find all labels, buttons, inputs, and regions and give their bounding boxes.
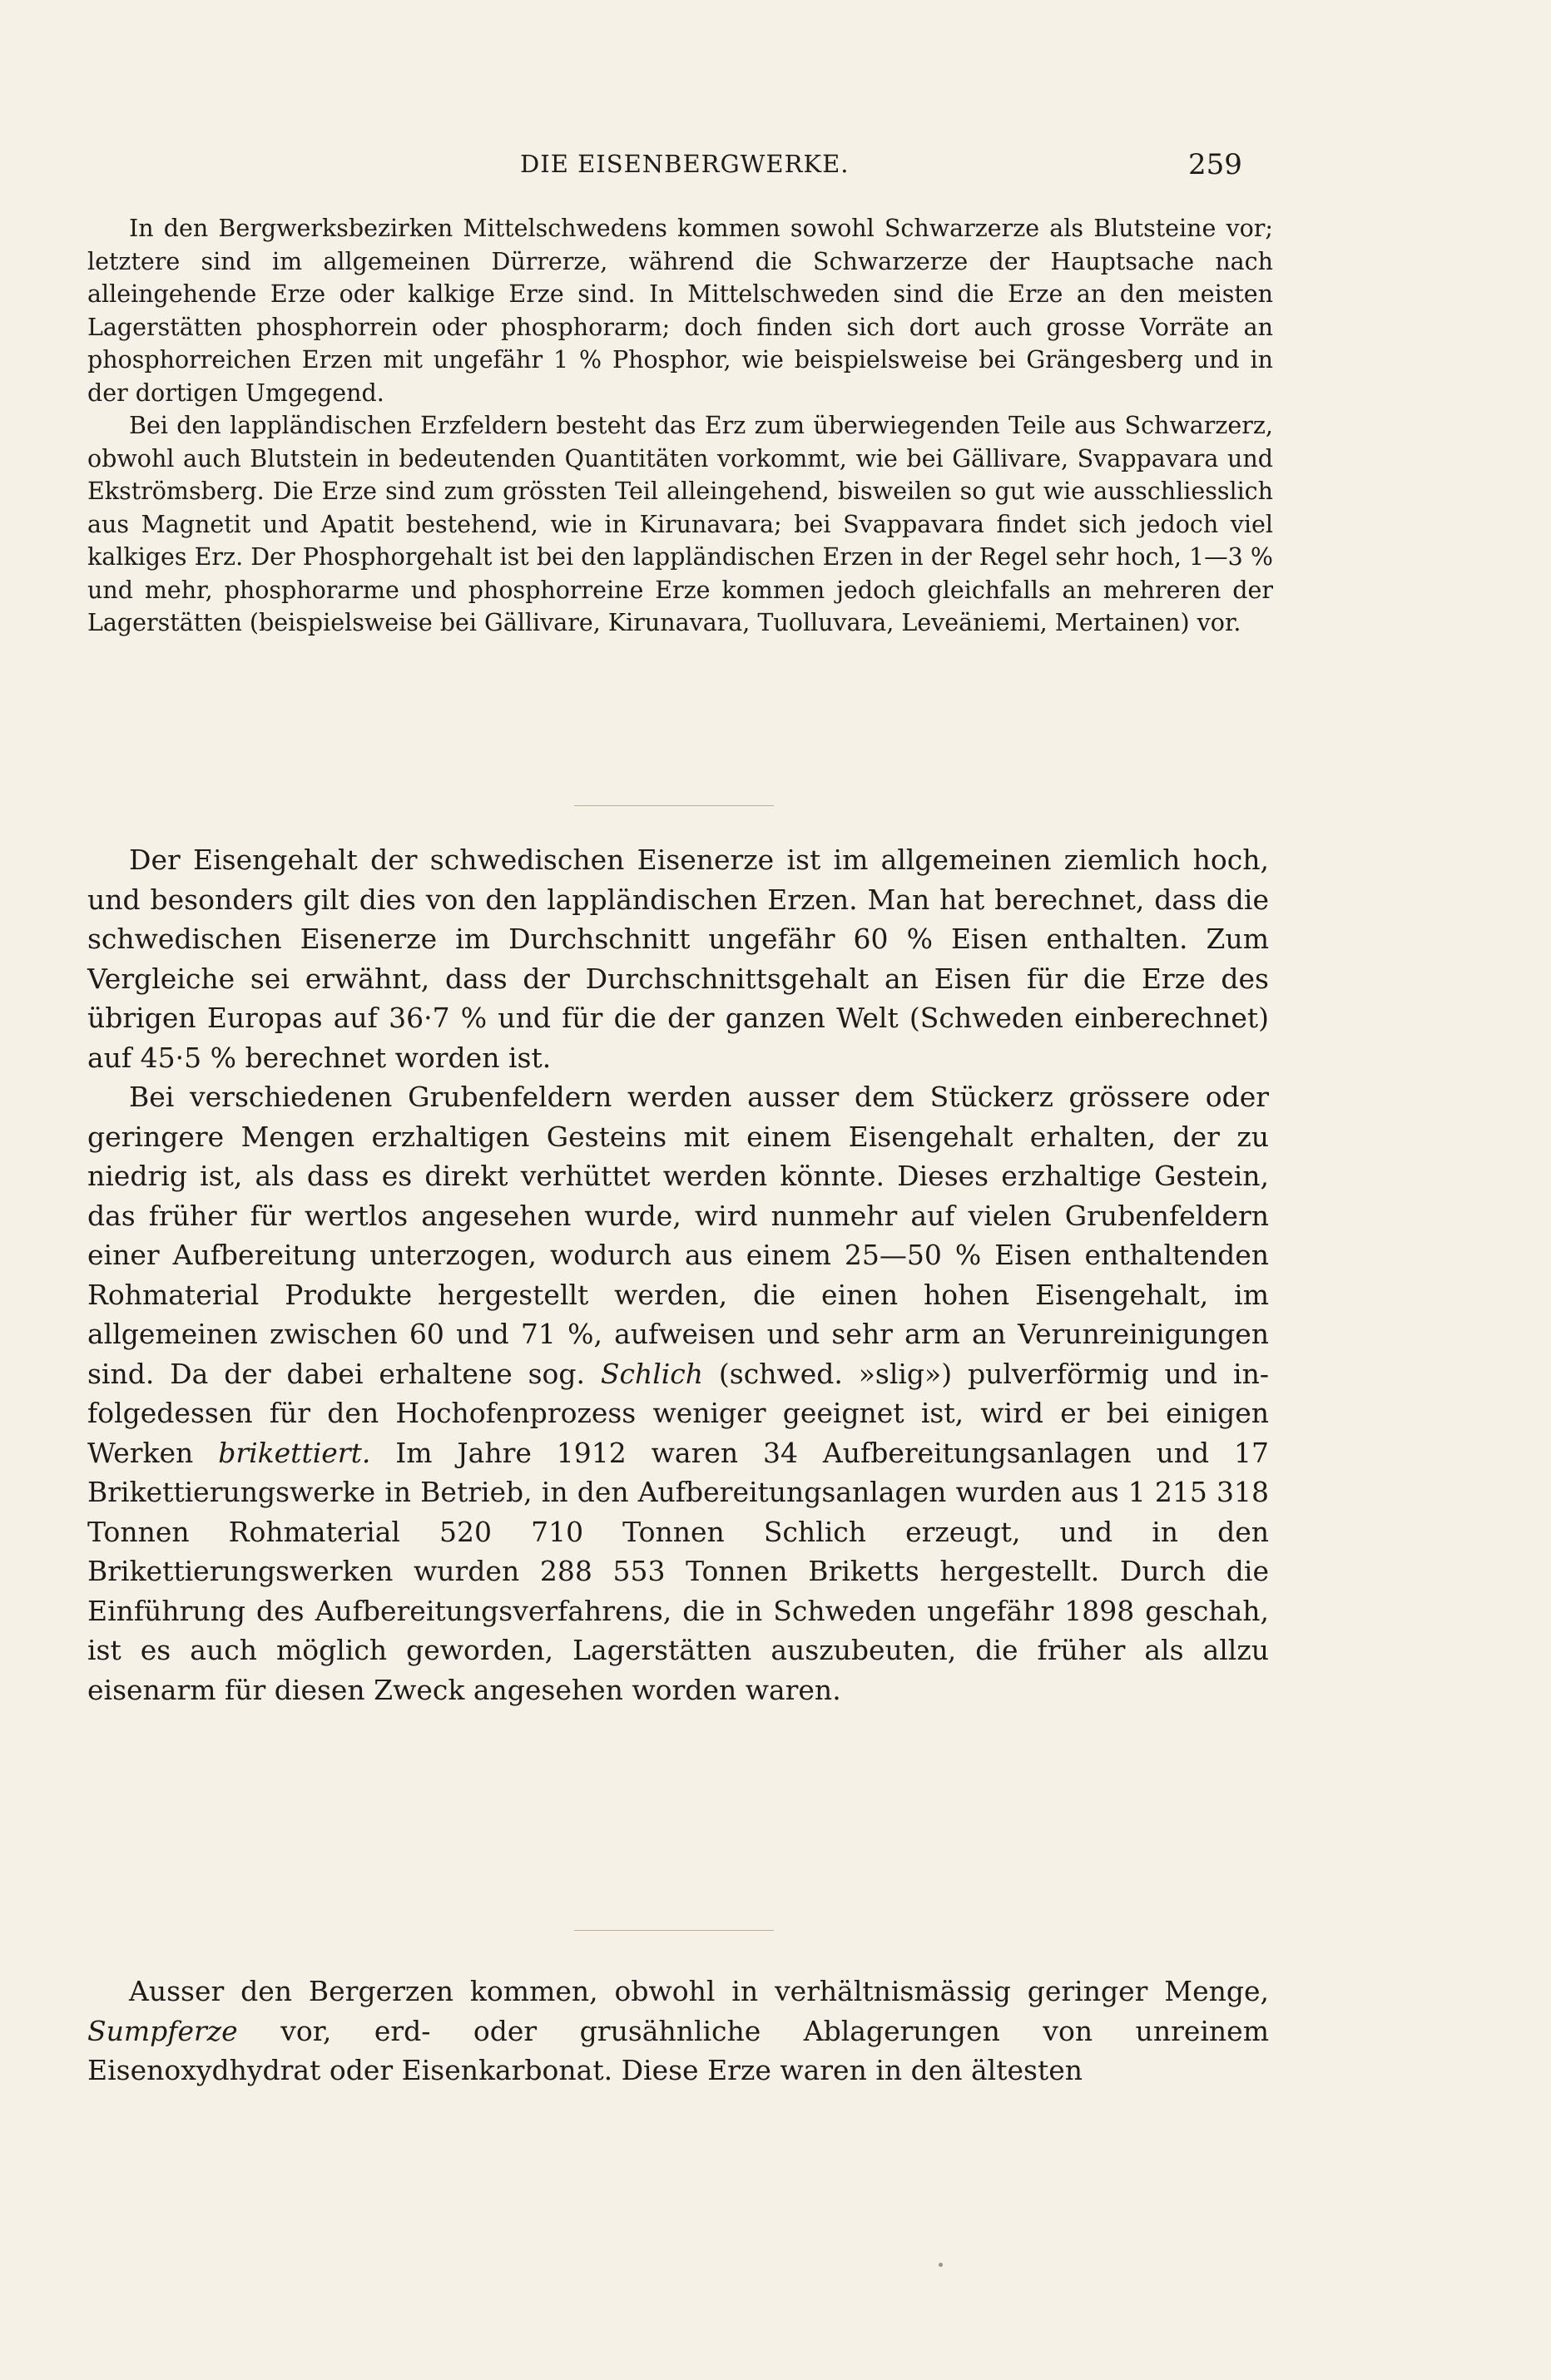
- sumpferze-section: [87, 1972, 1269, 2091]
- text-run: (schwed. »slig») pulverförmig und infolgedessen für den Hochofenprozess weniger geeignet ist, wird er bei einigen Werken: [87, 1357, 1270, 1469]
- running-title: DIE EISENBERGWERKE.: [520, 150, 850, 178]
- small-print-section: [87, 212, 1273, 640]
- text-run: Bei verschiedenen Grubenfeldern werden ausser dem Stückerz grössere oder geringere Mengen erzhaltigen Gesteins mit einem Eisengehalt erhalten, der zu niedrig ist, als dass es direkt verhüttet werden könnte. Dieses erzhaltige Gestein, das früher für wertlos angesehen wurde, wird nunmehr auf vielen Grubenfeldern einer Aufbereitung unterzogen, wodurch aus einem 25—50 % Eisen enthaltenden Rohmaterial Produkte hergestellt werden, die einen hohen Eisengehalt, im allgemeinen zwischen 60 und 71 %, aufweisen und sehr arm an Verunreinigungen sind. Da der dabei erhaltene sog.: [87, 1081, 1269, 1390]
- text-run: Ausser den Bergerzen kommen, obwohl in verhältnismässig geringer Menge,: [129, 1975, 1269, 2007]
- section-divider: [574, 1930, 774, 1931]
- text-run: Im Jahre 1912 waren 34 Aufbereitungsanlagen und 17 Brikettierungswerke in Betrieb, in den Aufbereitungsanlagen wurden aus 1 215 318 Tonnen Rohmaterial 520 710 Tonnen Schlich erzeugt, und in den Brikettierungswerken wurden 288 553 Tonnen Briketts hergestellt. Durch die Einführung des Aufbereitungsverfahrens, die in Schweden ungefähr 1898 geschah, ist es auch möglich geworden, Lagerstätten auszubeuten, die früher als allzu eisenarm für diesen Zweck angesehen worden waren.: [87, 1436, 1269, 1706]
- paragraph-sumpferze: [87, 1972, 1269, 2091]
- main-text-section: [87, 840, 1269, 1710]
- text-run: vor, erd- oder grusähnliche Ablagerungen von unreinem Eisenoxydhydrat oder Eisenkarbonat. Diese Erze waren in den ältesten: [87, 2014, 1269, 2086]
- emphasis-schlich: Schlich: [600, 1357, 704, 1390]
- emphasis-sumpferze: Sumpferze: [87, 2014, 238, 2047]
- section-divider: [574, 805, 774, 806]
- paragraph-eisengehalt: Der Eisengehalt der schwedischen Eisenerze ist im allgemeinen ziemlich hoch, und besonders gilt dies von den lappländischen Erzen. Man hat berechnet, dass die schwedischen Eisenerze im Durchschnitt ungefähr 60 % Eisen enthalten. Zum Vergleiche sei erwähnt, dass der Durchschnittsgehalt an Eisen für die Erze des übrigen Europas auf 36·7 % und für die der ganzen Welt (Schweden einberechnet) auf 45·5 % berechnet worden ist.: [87, 844, 1269, 1074]
- paper-speck: [939, 2263, 943, 2267]
- emphasis-brikettiert: brikettiert.: [218, 1436, 371, 1469]
- paragraph-aufbereitung: [87, 1077, 1269, 1710]
- paragraph-mittelschweden: In den Bergwerksbezirken Mittelschwedens kommen sowohl Schwarzerze als Blutsteine vor; letztere sind im allgemeinen Dürrerze, während die Schwarzerze der Hauptsache nach alleingehende Erze oder kalkige Erze sind. In Mittelschweden sind die Erze an den meisten Lagerstätten phosphorrein oder phosphorarm; doch finden sich dort auch grosse Vorräte an phosphorreichen Erzen mit ungefähr 1 % Phosphor, wie beispielsweise bei Grängesberg und in der dortigen Umgegend.: [87, 215, 1273, 407]
- paragraph-lappland: Bei den lappländischen Erzfeldern besteht das Erz zum überwiegenden Teile aus Schwarzerz, obwohl auch Blutstein in bedeutenden Quantitäten vorkommt, wie bei Gällivare, Svappavara und Ekströmsberg. Die Erze sind zum grössten Teil alleingehend, bisweilen so gut wie ausschliesslich aus Magnetit und Apatit bestehend, wie in Kirunavara; bei Svappavara findet sich jedoch viel kalkiges Erz. Der Phosphorgehalt ist bei den lappländischen Erzen in der Regel sehr hoch, 1—3 % und mehr, phosphorarme und phosphorreine Erze kommen jedoch gleichfalls an mehreren der Lagerstätten (beispielsweise bei Gällivare, Kirunavara, Tuolluvara, Leveäniemi, Mertainen) vor.: [87, 412, 1273, 636]
- page-number: 259: [1188, 148, 1242, 181]
